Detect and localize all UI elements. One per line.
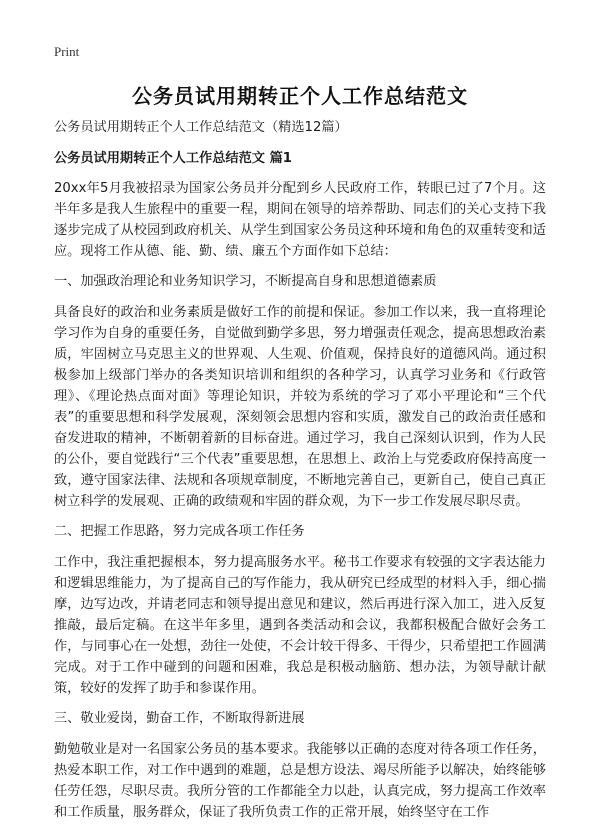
- section-heading-2: 二、把握工作思路，努力完成各项工作任务: [54, 524, 305, 539]
- section-heading-3: 三、敬业爱岗，勤奋工作，不断取得新进展: [54, 711, 305, 726]
- print-link[interactable]: Print: [54, 44, 80, 59]
- document-body: [54, 117, 546, 832]
- article-heading: 公务员试用期转正个人工作总结范文 篇1: [54, 151, 292, 166]
- section-paragraph-3: 勤勉敬业是对一名国家公务员的基本要求。我能够以正确的态度对待各项工作任务，热爱本职工作，对工作中遇到的难题，总是想方设法、竭尽所能予以解决，始终能够任劳任怨，尽职尽责。我所分管的工作都能全力以赴，认真完成，努力提高工作效率和工作质量，服务群众，保证了我所负责工作的正常开展，始终坚守在工作: [54, 742, 546, 820]
- section-heading-1: 一、加强政治理论和业务知识学习，不断提高自身和思想道德素质: [54, 274, 437, 289]
- document-subtitle: 公务员试用期转正个人工作总结范文（精选12篇）: [54, 120, 348, 135]
- section-paragraph-2: 工作中，我注重把握根本，努力提高服务水平。秘书工作要求有较强的文字表达能力和逻辑思维能力，为了提高自己的写作能力，我从研究已经成型的材料入手，细心揣摩，边写边改，并请老同志和领导提出意见和建议，然后再进行深入加工，进入反复推敲，最后定稿。在这半年多里，遇到各类活动和会议，我都积极配合做好会务工作，与同事心在一处想，劲往一处使，不会计较干得多、干得少，只希望把工作圆满完成。对于工作中碰到的问题和困难，我总是积极动脑筋、想办法，为领导献计献策，较好的发挥了助手和参谋作用。: [54, 555, 546, 696]
- section-paragraph-1: 具备良好的政治和业务素质是做好工作的前提和保证。参加工作以来，我一直将理论学习作为自身的重要任务，自觉做到勤学多思，努力增强责任观念，提高思想政治素质，牢固树立马克思主义的世界观、人生观、价值观，保持良好的道德风尚。通过积极参加上级部门举办的各类知识培训和组织的各种学习，认真学习业务和《行政管理》、《理论热点面对面》等理论知识，并较为系统的学习了邓小平理论和“三个代表”的重要思想和科学发展观，深刻领会思想内容和实质，激发自己的政治责任感和奋发进取的精神，不断朝着新的目标奋进。通过学习，我自己深刻认识到，作为人民的公仆，要自觉践行“三个代表”重要思想，在思想上、政治上与党委政府保持高度一致，遵守国家法律、法规和各项规章制度，不断地完善自己，更新自己，使自己真正树立科学的发展观、正确的政绩观和牢固的群众观，为下一步工作发展尽职尽责。: [54, 305, 546, 509]
- document-title: 公务员试用期转正个人工作总结范文: [132, 84, 468, 108]
- intro-paragraph: 20xx年5月我被招录为国家公务员并分配到乡人民政府工作，转眼已过了7个月。这半年多是我人生旅程中的重要一程，期间在领导的培养帮助、同志们的关心支持下我逐步完成了从校园到政府机关、从学生到国家公务员这种环境和角色的双重转变和适应。现将工作从德、能、勤、绩、廉五个方面作如下总结：: [54, 181, 546, 259]
